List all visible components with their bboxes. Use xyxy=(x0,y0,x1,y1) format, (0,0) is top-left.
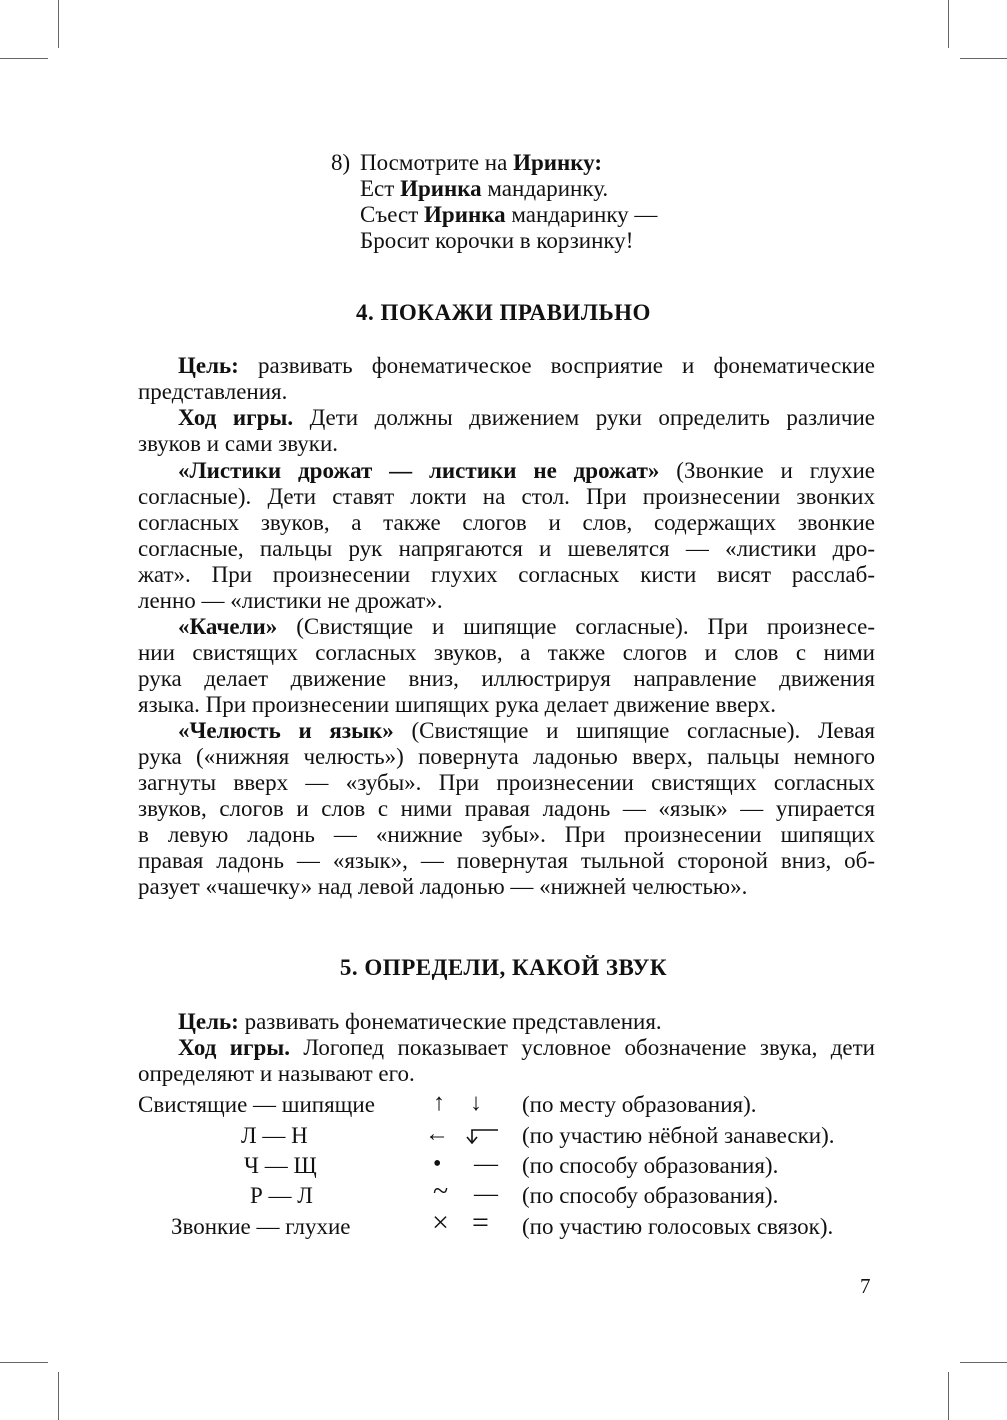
hook-arrow-icon xyxy=(462,1124,500,1148)
crop-mark xyxy=(58,0,59,48)
dot-icon: • xyxy=(433,1151,442,1177)
sound-note: (по участию нёбной занавески). xyxy=(522,1123,835,1148)
sound-note: (по способу образования). xyxy=(522,1183,779,1208)
sound-pair: Звонкие — глухие xyxy=(171,1214,351,1239)
arrow-up-icon: ↑ xyxy=(433,1090,445,1116)
arrow-down-icon: ↓ xyxy=(470,1090,482,1116)
game-swing-paragraph: языка. При произнесении шипящих рука делает движение вверх. xyxy=(138,692,777,717)
arrow-left-icon: ← xyxy=(425,1121,449,1147)
poem-line: Посмотрите на Иринку: xyxy=(360,150,603,175)
game-jaw-paragraph: «Челюсть и язык» (Свистящие и шипящие согласные). Левая xyxy=(178,718,875,743)
crop-mark xyxy=(960,1362,1007,1363)
sound-pair: Р — Л xyxy=(250,1183,313,1208)
page-number: 7 xyxy=(860,1274,871,1298)
game-jaw-paragraph: рука («нижняя челюсть») повернута ладонью вверх, пальцы немного xyxy=(138,744,875,769)
sound-pair: Свистящие — шипящие xyxy=(138,1092,375,1117)
game-leaves-paragraph: «Листики дрожат — листики не дрожат» (Звонкие и глухие xyxy=(178,458,876,483)
equals-icon: = xyxy=(472,1206,489,1239)
game-jaw-paragraph: правая ладонь — «язык», — повернутая тыльной стороной вниз, об- xyxy=(138,848,875,873)
game-leaves-paragraph: жат». При произнесении глухих согласных кисти висят расслаб- xyxy=(138,562,875,587)
sound-note: (по участию голосовых связок). xyxy=(522,1214,834,1239)
game-jaw-paragraph: загнуты вверх — «зубы». При произнесении свистящих согласных xyxy=(138,770,875,795)
sound-pair: Л — Н xyxy=(241,1123,308,1148)
poem-line: Ест Иринка мандаринку. xyxy=(360,176,609,201)
crop-mark xyxy=(58,1372,59,1420)
crop-mark xyxy=(948,1372,949,1420)
course-paragraph: звуков и сами звуки. xyxy=(138,431,339,456)
sound-note: (по способу образования). xyxy=(522,1153,779,1178)
sound-pair: Ч — Щ xyxy=(244,1153,317,1178)
course-paragraph: определяют и называют его. xyxy=(138,1061,415,1086)
game-leaves-paragraph: согласные, пальцы рук напрягаются и шевелятся — «листики дро- xyxy=(138,536,875,561)
game-leaves-paragraph: ленно — «листики не дрожат». xyxy=(138,588,443,613)
poem-number: 8) xyxy=(331,150,351,175)
cross-icon: × xyxy=(432,1206,449,1239)
game-swing-paragraph: нии свистящих согласных звуков, а также слогов и слов с ними xyxy=(138,640,875,665)
game-swing-paragraph: рука делает движение вниз, иллюстрируя направление движения xyxy=(138,666,875,691)
game-leaves-paragraph: согласных звуков, а также слогов и слов, содержащих звонкие xyxy=(138,510,875,535)
tilde-icon: ~ xyxy=(433,1176,449,1207)
sound-note: (по месту образования). xyxy=(522,1092,757,1117)
crop-mark xyxy=(0,58,48,59)
goal-paragraph: Цель: развивать фонематические представления. xyxy=(178,1009,662,1034)
game-jaw-paragraph: в левую ладонь — «нижние зубы». При произнесении шипящих xyxy=(138,822,875,847)
poem-line: Бросит корочки в корзинку! xyxy=(360,228,634,253)
course-paragraph: Ход игры. Дети должны движением руки определить различие xyxy=(178,405,875,430)
goal-paragraph: Цель: развивать фонематическое восприятие и фонематические xyxy=(178,353,875,378)
game-jaw-paragraph: звуков, слогов и слов с ними правая ладонь — «язык» — упирается xyxy=(138,796,875,821)
goal-paragraph: представления. xyxy=(138,379,288,404)
game-leaves-paragraph: согласные). Дети ставят локти на стол. При произнесении звонких xyxy=(138,484,875,509)
poem-line: Съест Иринка мандаринку — xyxy=(360,202,658,227)
dash-icon: — xyxy=(474,1181,498,1207)
game-jaw-paragraph: разует «чашечку» над левой ладонью — «нижней челюстью». xyxy=(138,874,748,899)
game-swing-paragraph: «Качели» (Свистящие и шипящие согласные). При произнесе- xyxy=(178,614,875,639)
section-4-title: 4. ПОКАЖИ ПРАВИЛЬНО xyxy=(356,300,651,325)
crop-mark xyxy=(960,58,1007,59)
crop-mark xyxy=(948,0,949,48)
section-5-title: 5. ОПРЕДЕЛИ, КАКОЙ ЗВУК xyxy=(339,955,668,980)
course-paragraph: Ход игры. Логопед показывает условное обозначение звука, дети xyxy=(178,1035,875,1060)
dash-icon: — xyxy=(474,1151,498,1177)
crop-mark xyxy=(0,1362,48,1363)
